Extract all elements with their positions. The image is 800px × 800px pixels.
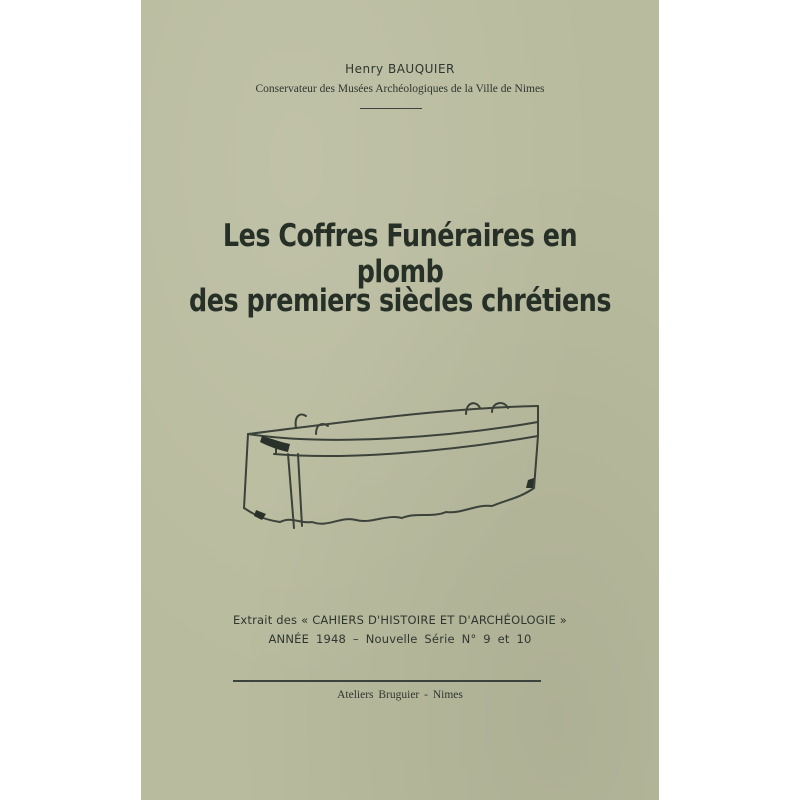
issue-dash: –	[352, 632, 359, 646]
title-line-2: des premiers siècles chrétiens	[189, 283, 611, 319]
book-cover	[141, 0, 659, 800]
lead-coffin-icon	[236, 388, 546, 548]
issue-year: ANNÉE 1948	[268, 632, 347, 646]
author-name	[141, 62, 659, 76]
issue-number: Nouvelle Série N° 9 et 10	[365, 632, 532, 646]
author-first-name: Henry	[345, 62, 384, 76]
author-last-name: BAUQUIER	[387, 62, 455, 76]
source-prefix: Extrait des	[232, 613, 298, 627]
source-series: « CAHIERS D'HISTOIRE ET D'ARCHÉOLOGIE »	[301, 613, 568, 627]
printer-imprint: Ateliers Bruguier - Nimes	[337, 689, 463, 701]
issue-line	[141, 632, 659, 646]
long-divider	[233, 680, 541, 682]
source-line	[141, 613, 659, 627]
author-affiliation: Conservateur des Musées Archéologiques de la Ville de Nimes	[255, 83, 545, 95]
short-divider	[360, 108, 422, 109]
title-line-1: Les Coffres Funéraires en plomb	[222, 218, 578, 290]
